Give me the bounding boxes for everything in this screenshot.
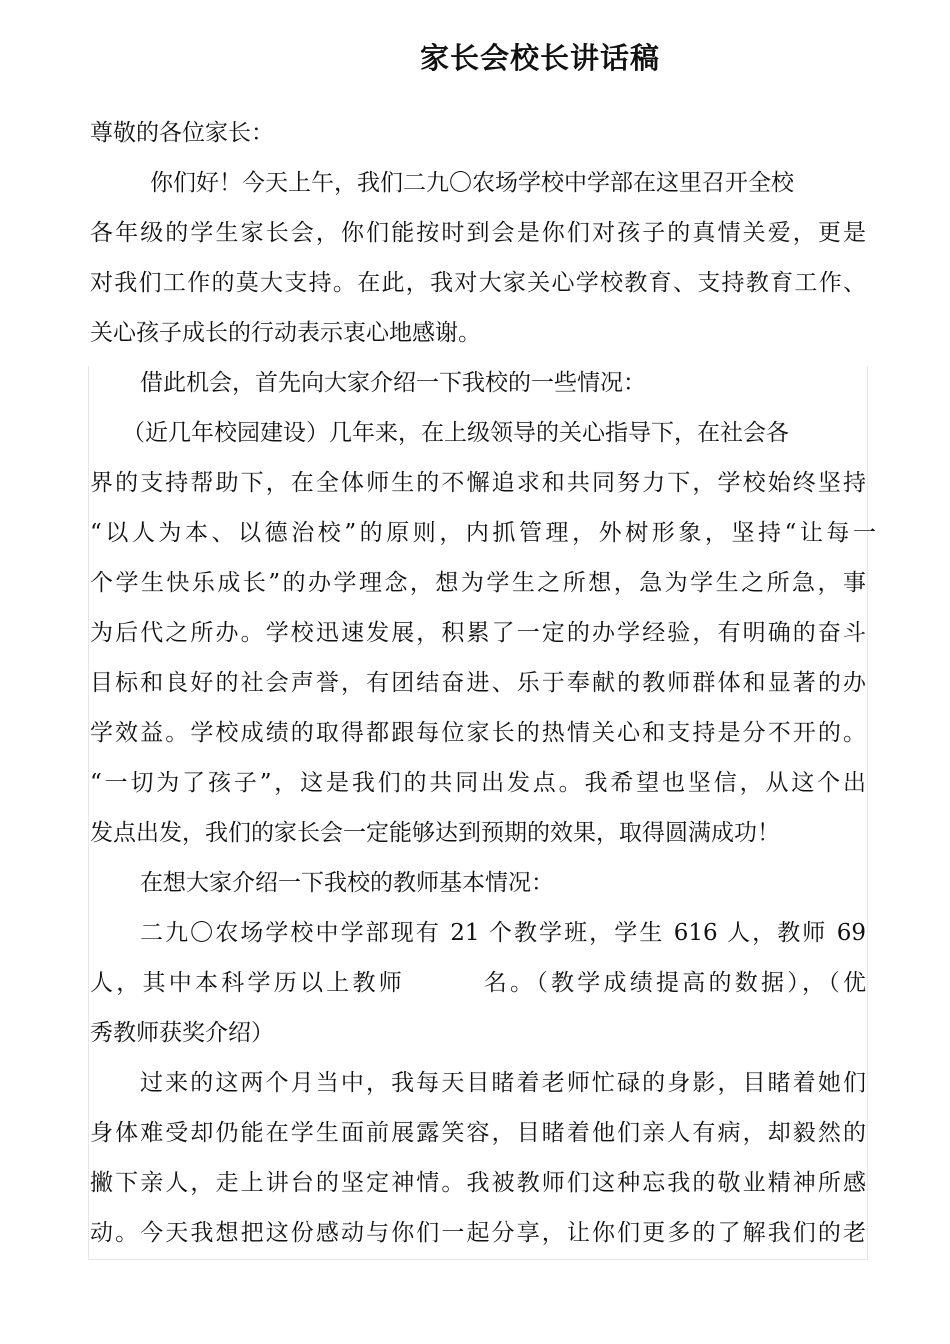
paragraph-line: 你们好！今天上午，我们二九〇农场学校中学部在这里召开全校 — [150, 170, 794, 196]
paragraph-line: 秀教师获奖介绍） — [90, 1020, 274, 1046]
paragraph-line: 身体难受却仍能在学生面前展露笑容，目睹着他们亲人有病，却毅然的 — [90, 1120, 866, 1146]
paragraph-line: 发点出发，我们的家长会一定能够达到预期的效果，取得圆满成功！ — [90, 820, 780, 846]
paragraph-line: 界的支持帮助下，在全体师生的不懈追求和共同努力下，学校始终坚持 — [90, 470, 866, 496]
paragraph-line: 撇下亲人，走上讲台的坚定神情。我被教师们这种忘我的敬业精神所感 — [90, 1170, 866, 1196]
paragraph-line: （近几年校园建设）几年来，在上级领导的关心指导下，在社会各 — [122, 420, 789, 446]
paragraph-line: 借此机会，首先向大家介绍一下我校的一些情况： — [140, 370, 646, 396]
paragraph-line: 人，其中本科学历以上教师 名。（教学成绩提高的数据），（优 — [90, 970, 866, 996]
paragraph-line: 动。今天我想把这份感动与你们一起分享，让你们更多的了解我们的老 — [90, 1220, 866, 1246]
paragraph-line: 学效益。学校成绩的取得都跟每位家长的热情关心和支持是分不开的。 — [90, 720, 866, 746]
paragraph-line: 为后代之所办。学校迅速发展，积累了一定的办学经验，有明确的奋斗 — [90, 620, 866, 646]
salutation: 尊敬的各位家长： — [90, 120, 274, 146]
paragraph-line: 二九〇农场学校中学部现有 21 个教学班，学生 616 人，教师 69 — [140, 920, 866, 946]
paragraph-line: 目标和良好的社会声誉，有团结奋进、乐于奉献的教师群体和显著的办 — [90, 670, 866, 696]
paragraph-line: 关心孩子成长的行动表示衷心地感谢。 — [90, 320, 481, 346]
paragraph-line: 在想大家介绍一下我校的教师基本情况： — [140, 870, 554, 896]
paragraph-line: 对我们工作的莫大支持。在此，我对大家关心学校教育、支持教育工作、 — [90, 270, 866, 296]
paragraph-line: 个学生快乐成长”的办学理念，想为学生之所想，急为学生之所急，事 — [90, 570, 866, 596]
paragraph-line: 各年级的学生家长会，你们能按时到会是你们对孩子的真情关爱，更是 — [90, 220, 866, 246]
paragraph-line: 过来的这两个月当中，我每天目睹着老师忙碌的身影，目睹着她们 — [140, 1070, 866, 1096]
document-title: 家长会校长讲话稿 — [419, 41, 660, 75]
paragraph-line: “以人为本、以德治校”的原则，内抓管理，外树形象，坚持“让每一 — [90, 520, 876, 546]
paragraph-line: “一切为了孩子”，这是我们的共同出发点。我希望也坚信，从这个出 — [90, 770, 866, 796]
